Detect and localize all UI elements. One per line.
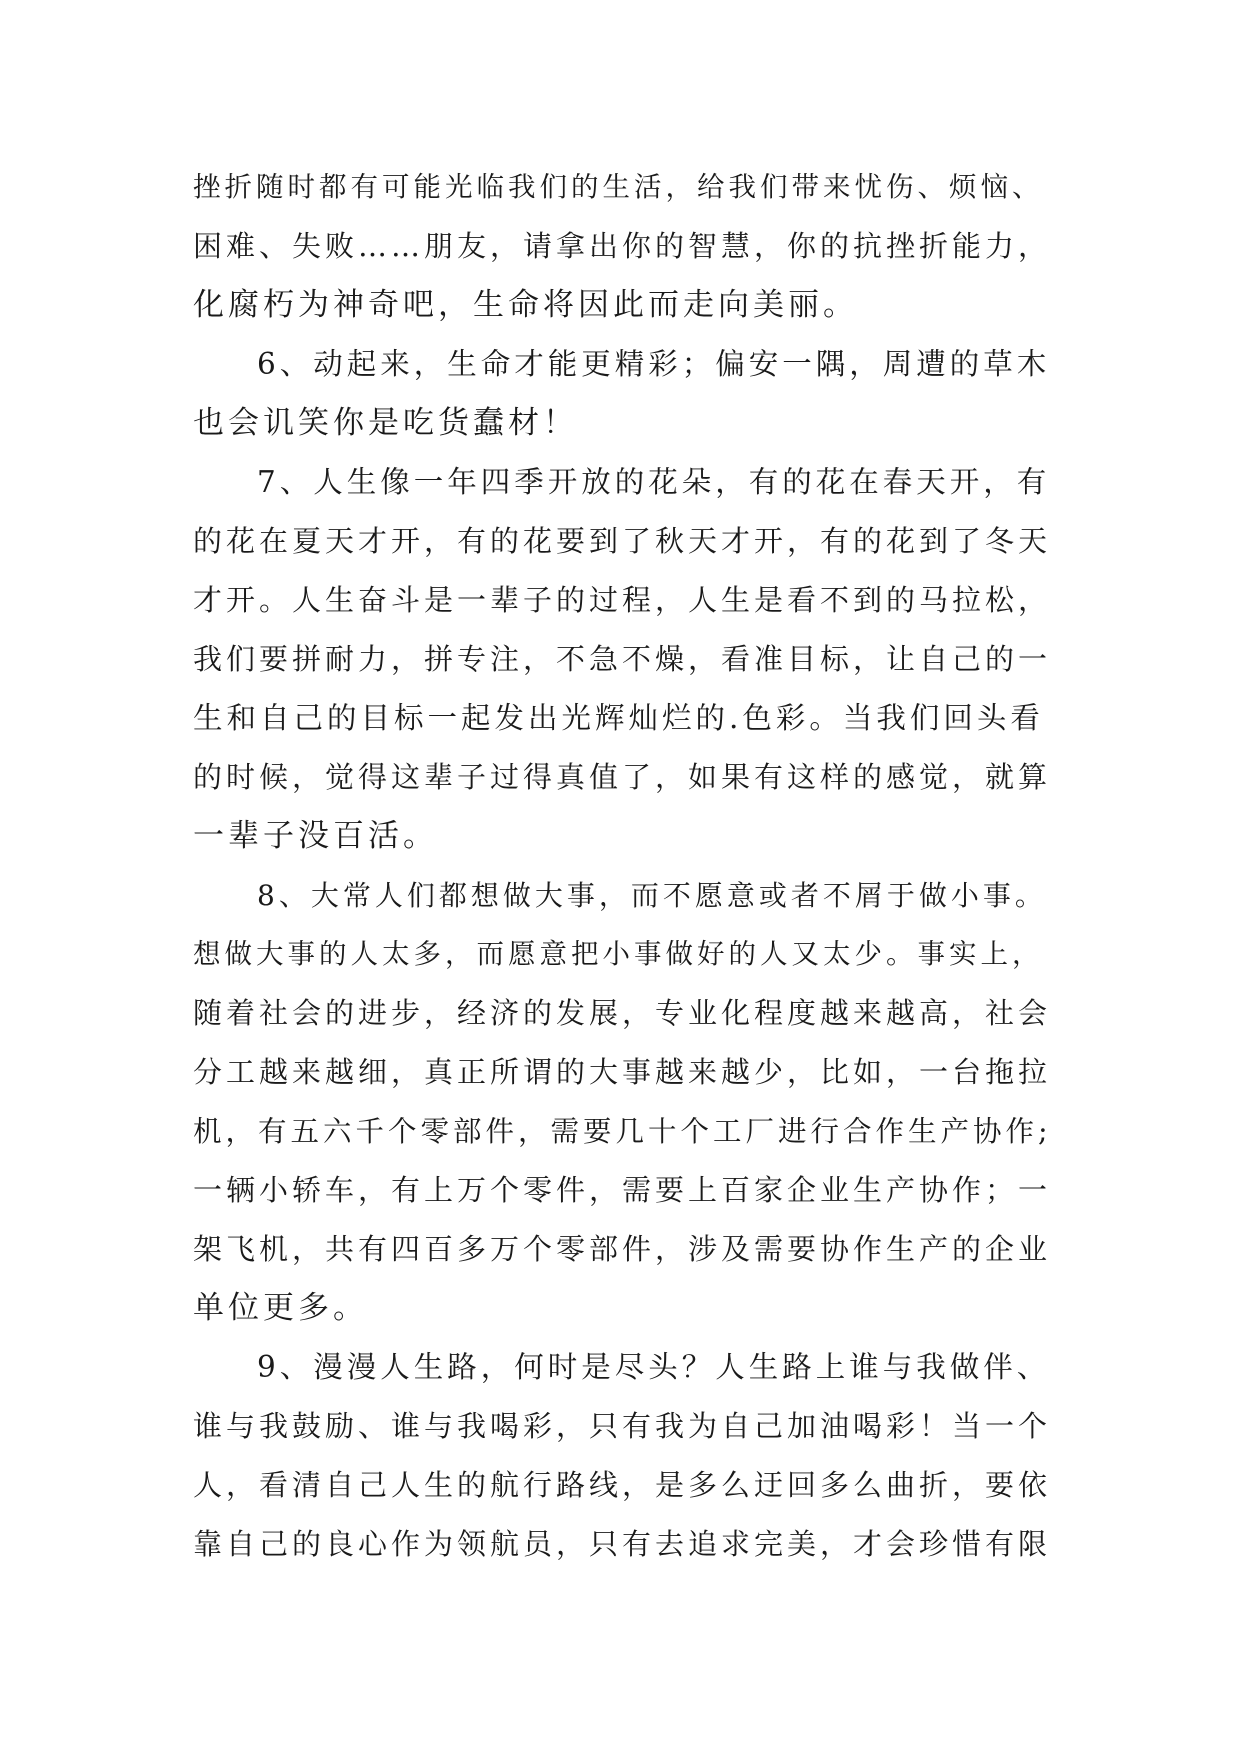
text-line: 才开。人生奋斗是一辈子的过程，人生是看不到的马拉松，	[193, 583, 1052, 617]
text-line: 随着社会的进步，经济的发展，专业化程度越来越高，社会	[193, 996, 1052, 1030]
text-line: 生和自己的目标一起发出光辉灿烂的.色彩。当我们回头看	[193, 701, 1044, 735]
text-line: 我们要拼耐力，拼专注，不急不燥，看准目标，让自己的一	[193, 642, 1052, 676]
text-line: 想做大事的人太多，而愿意把小事做好的人又太少。事实上，	[193, 938, 1044, 970]
text-line: 架飞机，共有四百多万个零部件，涉及需要协作生产的企业	[193, 1232, 1052, 1266]
document-body	[193, 158, 1053, 1574]
text-line: 挫折随时都有可能光临我们的生活，给我们带来忧伤、烦恼、	[193, 171, 1044, 203]
text-line: 机，有五六千个零部件，需要几十个工厂进行合作生产协作;	[193, 1115, 1052, 1148]
text-line: 的时候，觉得这辈子过得真值了，如果有这样的感觉，就算	[193, 760, 1052, 794]
text-line: 也会讥笑你是吃货蠢材！	[193, 405, 578, 441]
text-line: 单位更多。	[193, 1290, 368, 1326]
text-line: 人，看清自己人生的航行路线，是多么迂回多么曲折，要依	[193, 1468, 1052, 1502]
paragraph-7-start: 7、人生像一年四季开放的花朵，有的花在春天开，有	[257, 465, 1051, 499]
paragraph-9-start: 9、漫漫人生路，何时是尽头？人生路上谁与我做伴、	[257, 1350, 1051, 1384]
paragraph-6-start: 6、动起来，生命才能更精彩；偏安一隅，周遭的草木	[257, 347, 1051, 381]
paragraph-8-start: 8、大常人们都想做大事，而不愿意或者不屑于做小事。	[257, 879, 1047, 912]
text-line: 困难、失败……朋友，请拿出你的智慧，你的抗挫折能力，	[193, 229, 1052, 263]
text-line: 一辈子没百活。	[193, 818, 438, 854]
text-line: 的花在夏天才开，有的花要到了秋天才开，有的花到了冬天	[193, 524, 1052, 558]
text-line: 一辆小轿车，有上万个零件，需要上百家企业生产协作；一	[193, 1173, 1052, 1207]
text-line: 分工越来越细，真正所谓的大事越来越少，比如，一台拖拉	[193, 1055, 1052, 1089]
text-line: 靠自己的良心作为领航员，只有去追求完美，才会珍惜有限	[193, 1527, 1052, 1561]
text-line: 谁与我鼓励、谁与我喝彩，只有我为自己加油喝彩！当一个	[193, 1409, 1052, 1443]
text-line: 化腐朽为神奇吧，生命将因此而走向美丽。	[193, 287, 858, 323]
